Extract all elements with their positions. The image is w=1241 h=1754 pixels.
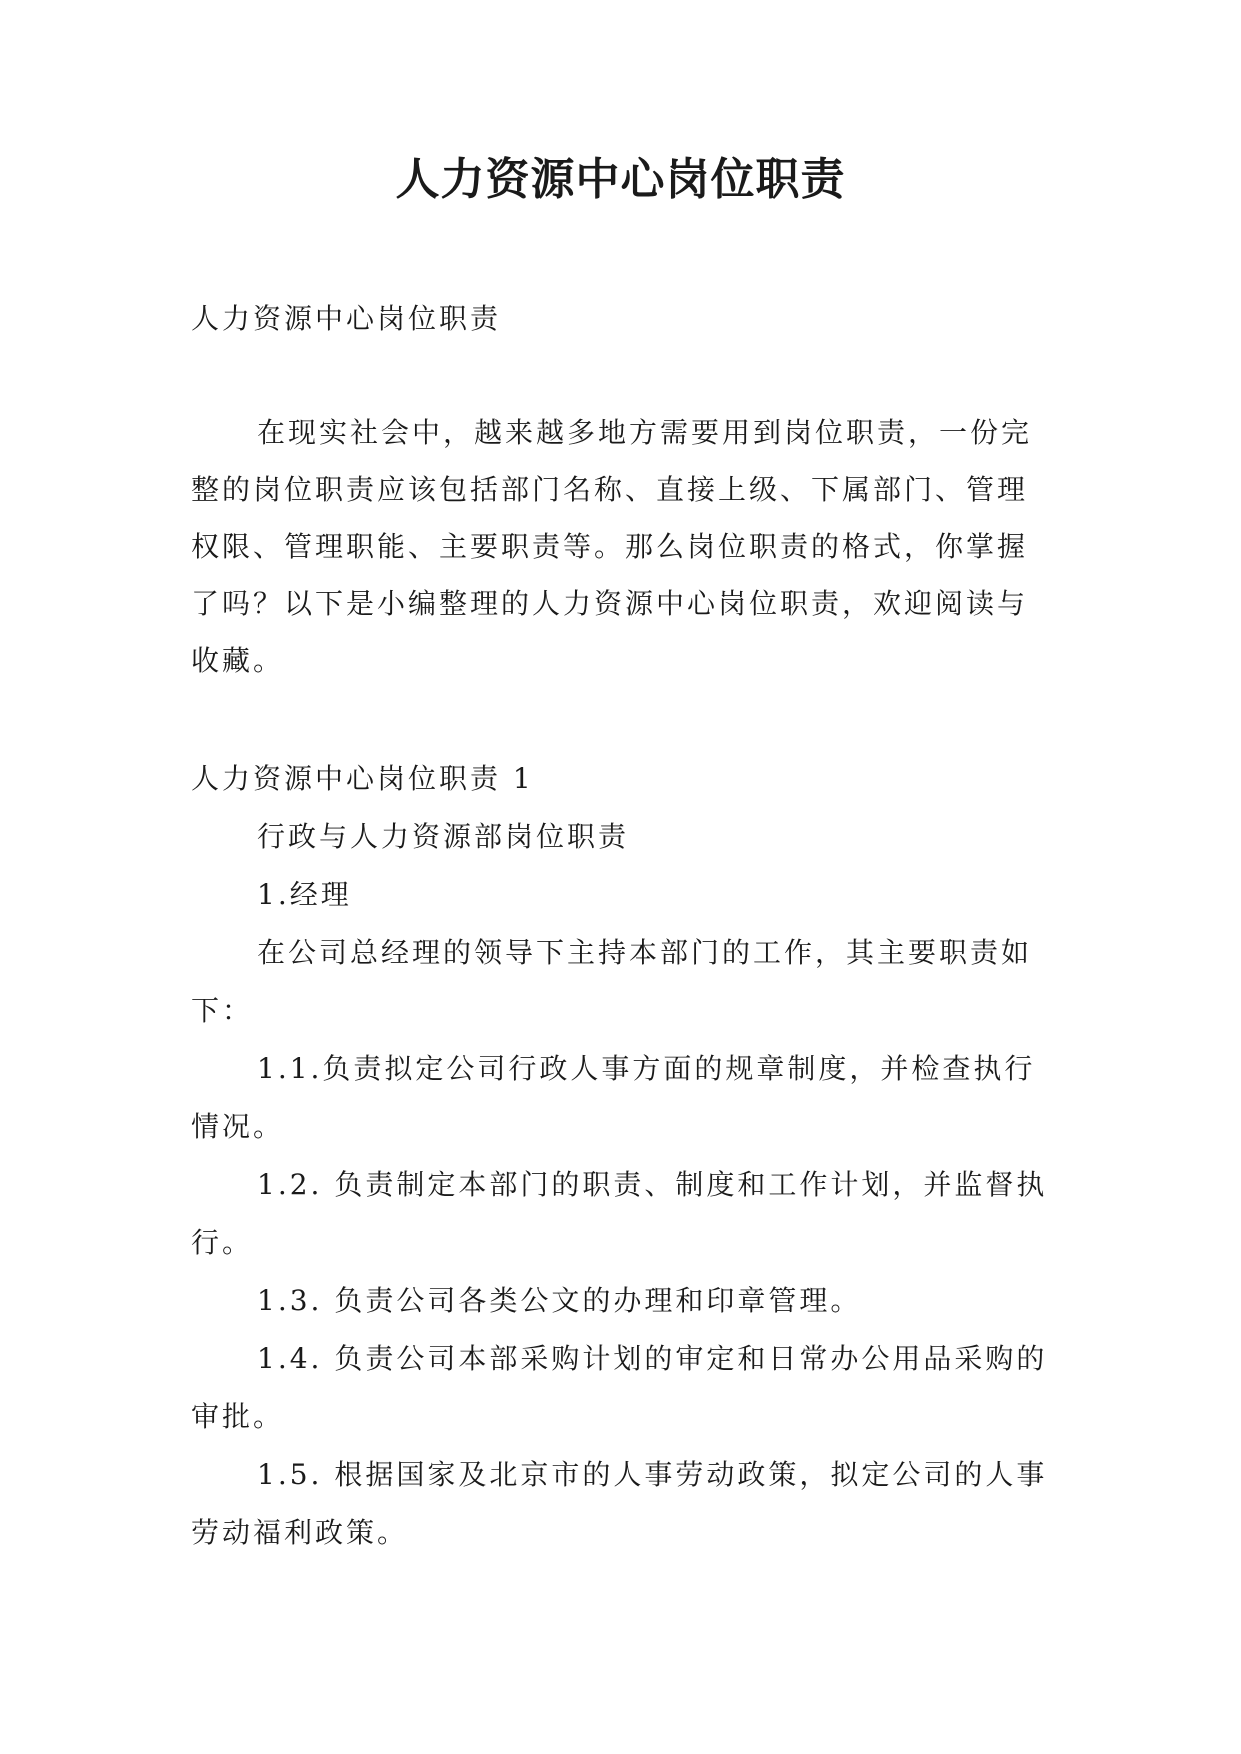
duty-item: 1.1.负责拟定公司行政人事方面的规章制度，并检查执行情况。 <box>191 1052 1036 1143</box>
duty-item: 1.3. 负责公司各类公文的办理和印章管理。 <box>257 1284 862 1317</box>
duty-item: 1.2. 负责制定本部门的职责、制度和工作计划，并监督执行。 <box>191 1168 1048 1259</box>
role-intro-paragraph: 在公司总经理的领导下主持本部门的工作，其主要职责如下： <box>191 936 1033 1027</box>
duty-item: 1.5. 根据国家及北京市的人事劳动政策，拟定公司的人事劳动福利政策。 <box>191 1458 1048 1549</box>
department-heading: 行政与人力资源部岗位职责 <box>257 820 630 853</box>
document-subtitle: 人力资源中心岗位职责 <box>191 302 502 335</box>
duty-item: 1.4. 负责公司本部采购计划的审定和日常办公用品采购的审批。 <box>191 1342 1048 1433</box>
intro-paragraph: 在现实社会中，越来越多地方需要用到岗位职责，一份完整的岗位职责应该包括部门名称、直接上级、下属部门、管理权限、管理职能、主要职责等。那么岗位职责的格式，你掌握了吗？以下是小编整理的人力资源中心岗位职责，欢迎阅读与收藏。 <box>191 416 1033 677</box>
role-heading: 1.经理 <box>257 878 352 911</box>
document-title: 人力资源中心岗位职责 <box>395 154 846 205</box>
section-heading: 人力资源中心岗位职责 1 <box>191 762 534 795</box>
content-section <box>191 750 1053 1562</box>
